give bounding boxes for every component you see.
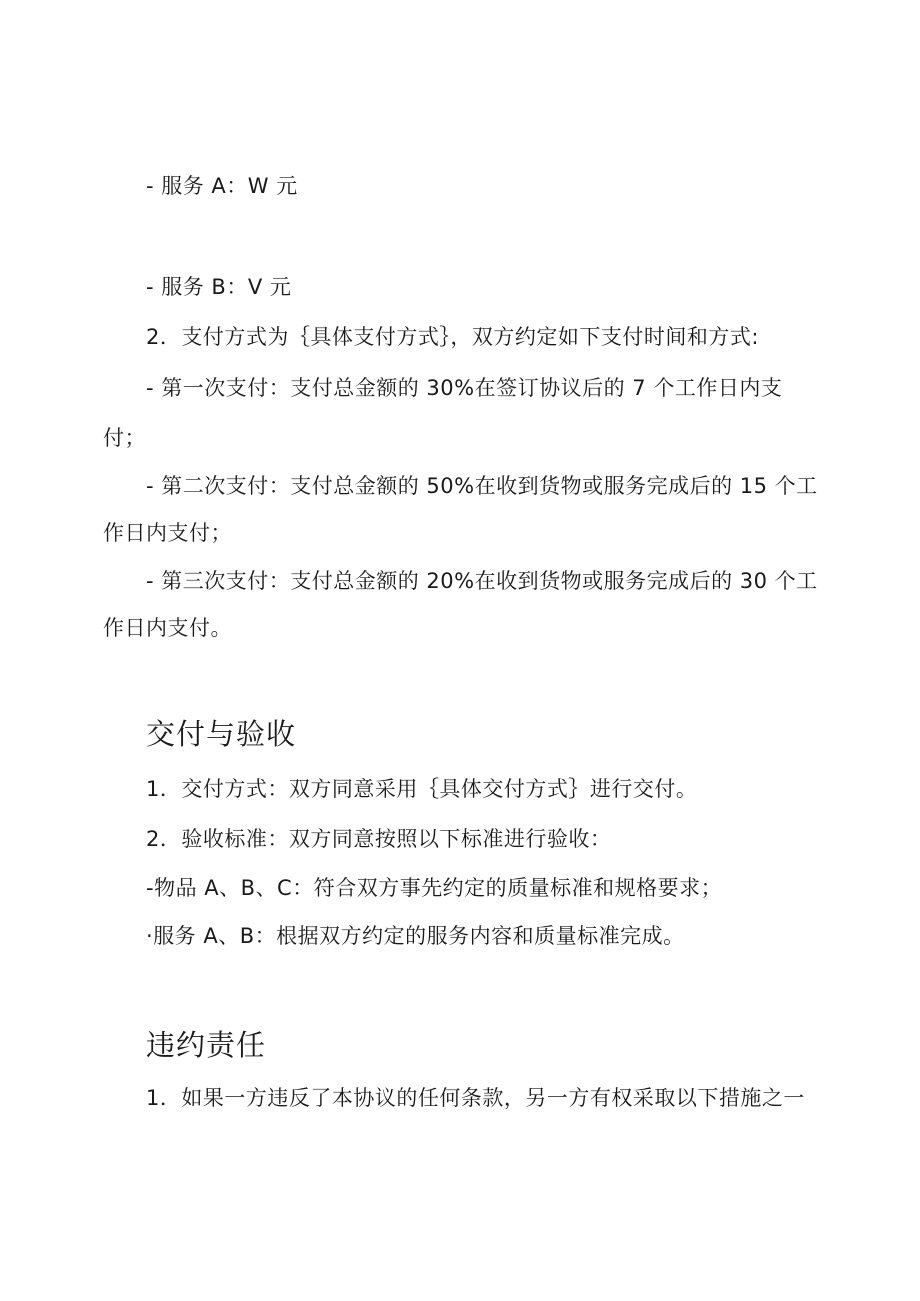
acceptance-services: ·服务 A、B：根据双方约定的服务内容和质量标准完成。: [146, 924, 685, 948]
payment-first-line1: - 第一次支付：支付总金额的 30%在签订协议后的 7 个工作日内支: [146, 376, 783, 400]
delivery-heading: 交付与验收: [146, 717, 297, 751]
service-a-price: - 服务 A：W 元: [146, 174, 298, 198]
payment-second-line2: 作日内支付；: [103, 521, 232, 545]
payment-third-line2: 作日内支付。: [103, 616, 232, 640]
liability-clause-1: 1．如果一方违反了本协议的任何条款，另一方有权采取以下措施之一: [146, 1086, 805, 1110]
acceptance-goods: -物品 A、B、C：符合双方事先约定的质量标准和规格要求；: [146, 876, 723, 900]
liability-heading: 违约责任: [146, 1028, 267, 1062]
payment-third-line1: - 第三次支付：支付总金额的 20%在收到货物或服务完成后的 30 个工: [146, 569, 818, 593]
payment-second-line1: - 第二次支付：支付总金额的 50%在收到货物或服务完成后的 15 个工: [146, 474, 818, 498]
service-b-price: - 服务 B：V 元: [146, 275, 292, 299]
payment-intro: 2．支付方式为｛具体支付方式｝，双方约定如下支付时间和方式:: [146, 325, 759, 349]
delivery-method: 1．交付方式：双方同意采用｛具体交付方式｝进行交付。: [146, 777, 698, 801]
acceptance-standard: 2．验收标准：双方同意按照以下标准进行验收：: [146, 827, 612, 851]
payment-first-line2: 付；: [103, 426, 146, 450]
